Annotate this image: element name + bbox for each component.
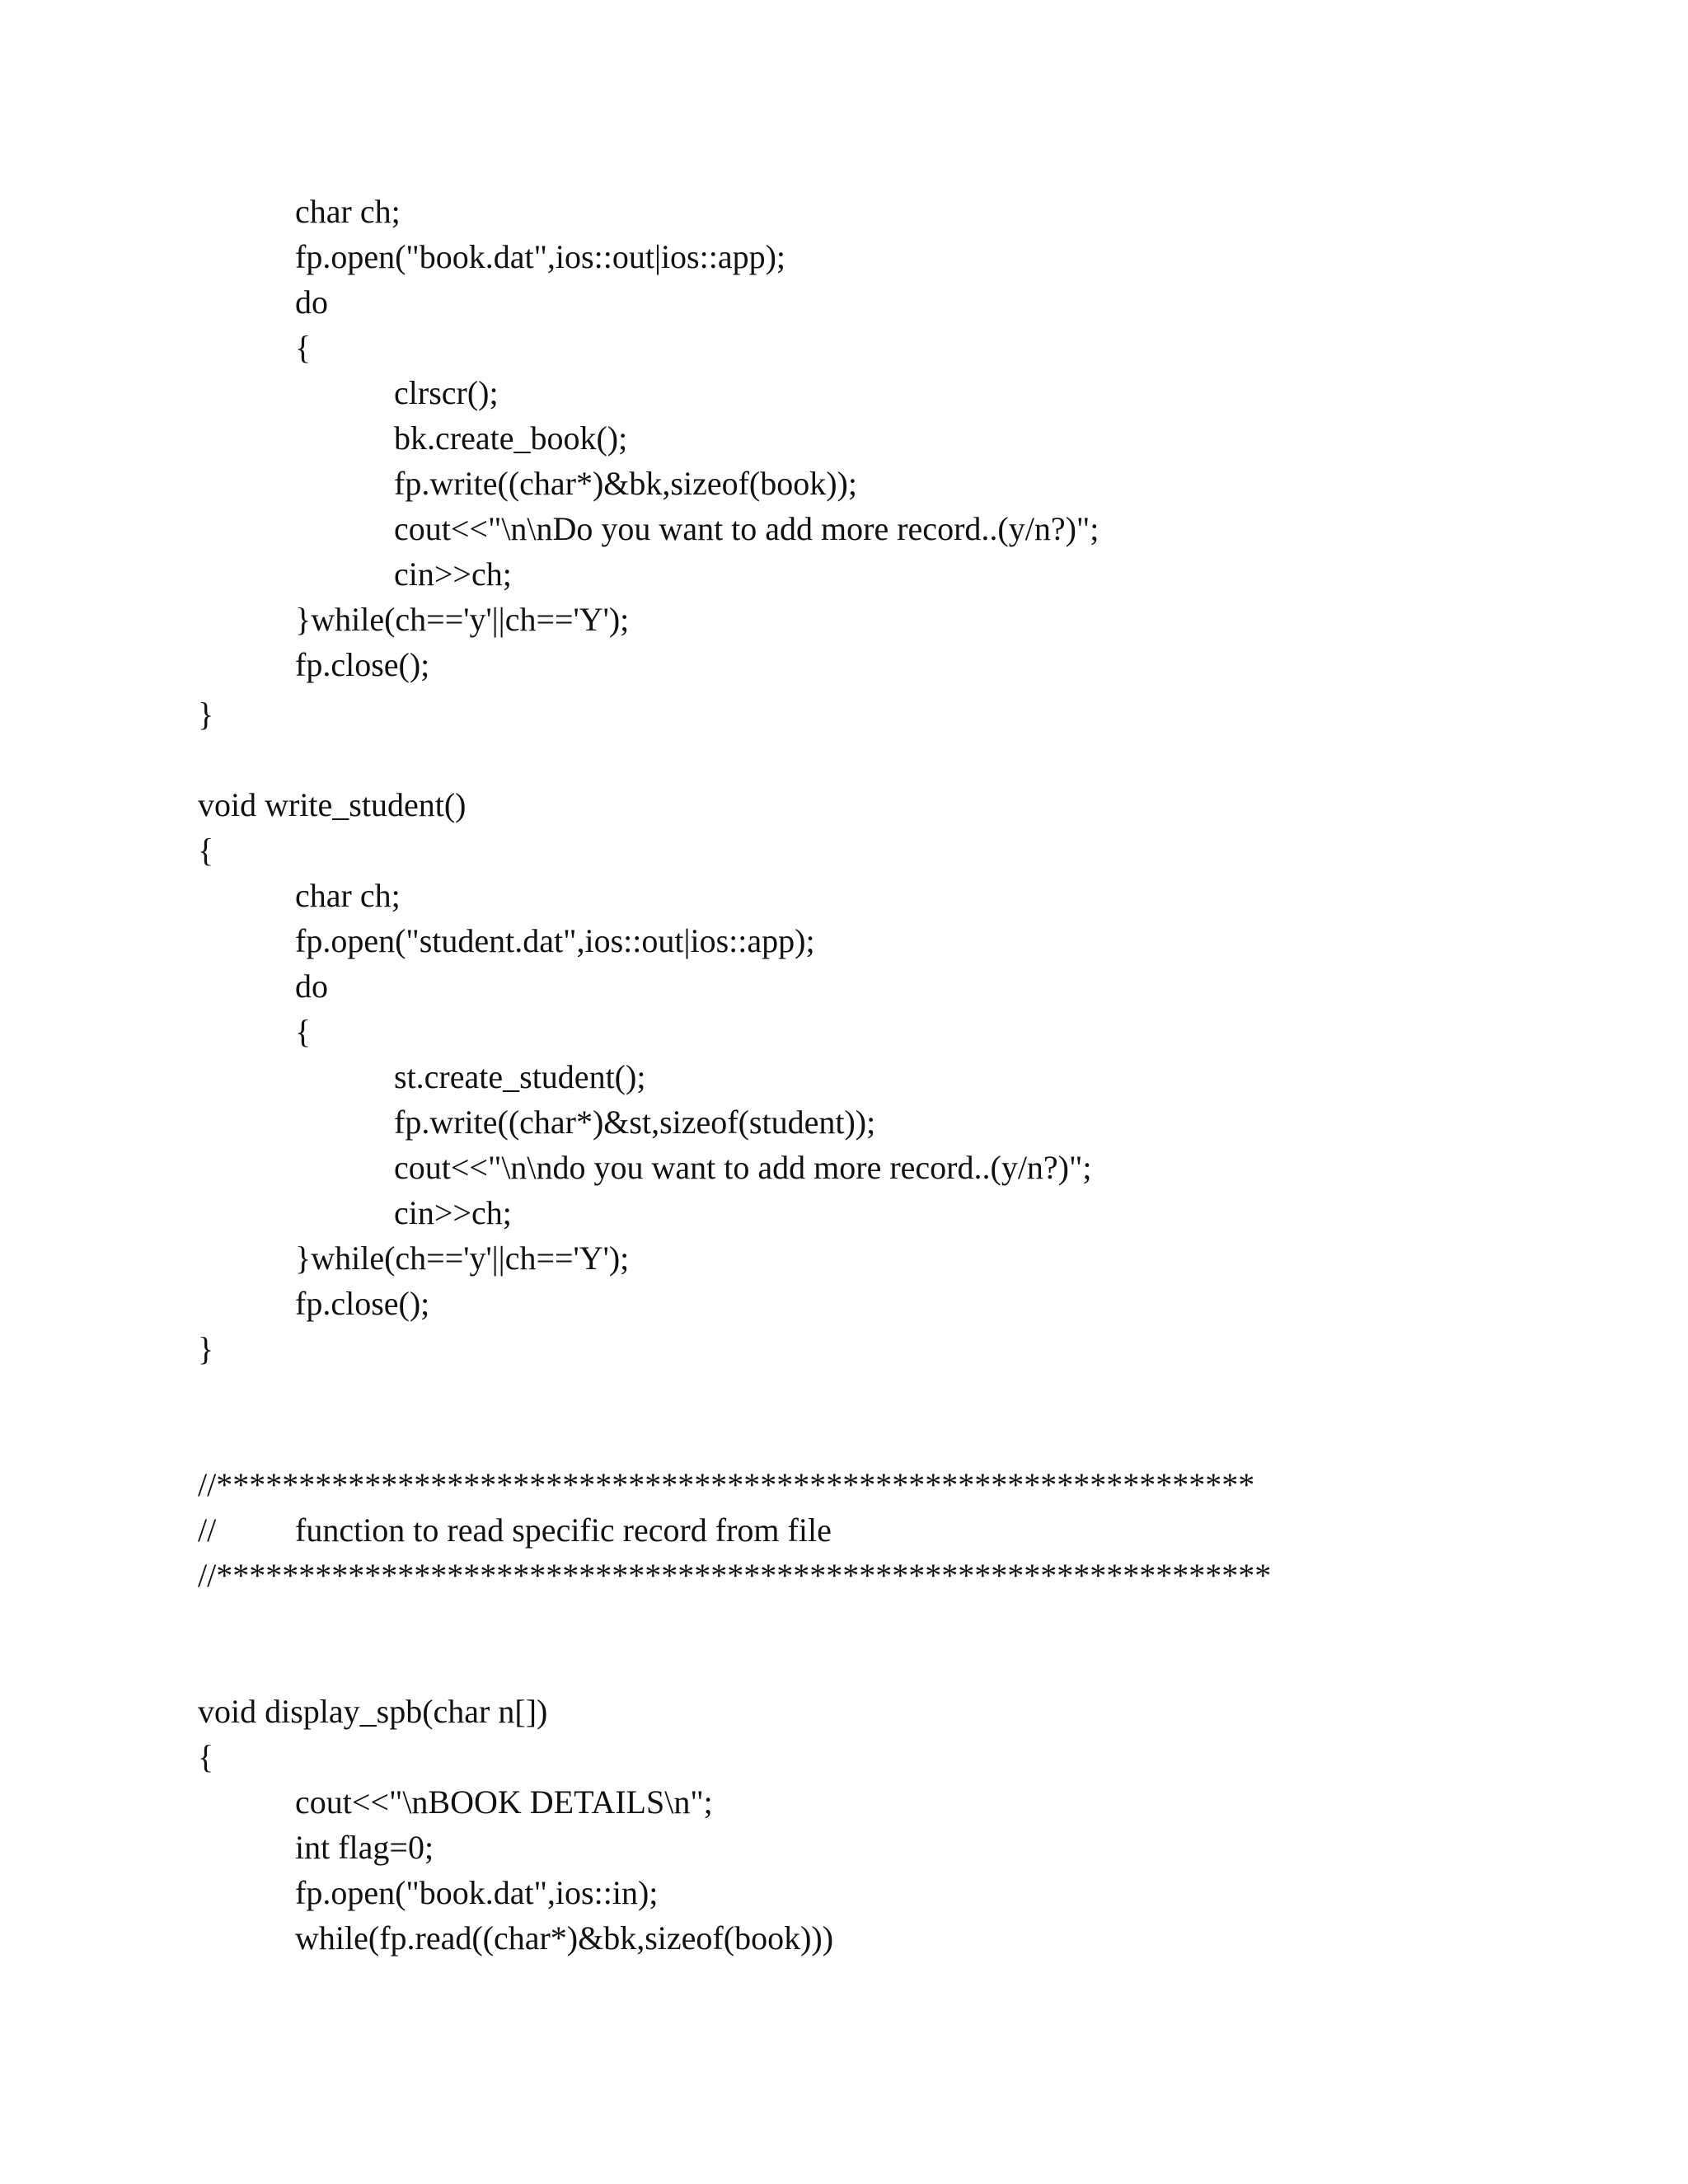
code-line: cout<<"\n\ndo you want to add more record..(y/n?)"; [394, 1149, 1092, 1186]
comment-rule-bottom: //**************************************************************** [198, 1557, 1272, 1594]
code-line: void write_student() [198, 786, 467, 823]
comment-slashes: // [198, 1511, 217, 1549]
code-line: fp.write((char*)&st,sizeof(student)); [394, 1104, 876, 1141]
code-line: void display_spb(char n[]) [198, 1693, 548, 1730]
code-line: }while(ch=='y'||ch=='Y'); [295, 601, 630, 638]
code-line: cin>>ch; [394, 1194, 512, 1231]
code-line: { [295, 329, 312, 366]
code-line: fp.write((char*)&bk,sizeof(book)); [394, 465, 857, 502]
code-line: fp.open("student.dat",ios::out|ios::app); [295, 922, 815, 959]
code-line: cout<<"\n\nDo you want to add more record..(y/n?)"; [394, 510, 1100, 547]
code-line: } [198, 696, 214, 733]
code-line: st.create_student(); [394, 1058, 646, 1095]
code-line: do [295, 284, 328, 321]
comment-text: function to read specific record from file [295, 1511, 832, 1549]
code-line: fp.close(); [295, 646, 430, 683]
code-line: int flag=0; [295, 1829, 434, 1866]
code-line: cout<<"\nBOOK DETAILS\n"; [295, 1783, 713, 1821]
code-line: }while(ch=='y'||ch=='Y'); [295, 1240, 630, 1277]
code-line: bk.create_book(); [394, 419, 628, 457]
code-line: fp.close(); [295, 1285, 430, 1322]
code-line: while(fp.read((char*)&bk,sizeof(book))) [295, 1919, 834, 1957]
code-line: { [198, 832, 214, 869]
comment-rule-top: //*************************************************************** [198, 1466, 1255, 1503]
code-line: clrscr(); [394, 374, 499, 411]
code-line: fp.open("book.dat",ios::in); [295, 1874, 659, 1911]
code-line: do [295, 968, 328, 1005]
code-line: { [198, 1738, 214, 1775]
code-line: } [198, 1330, 214, 1367]
code-line: fp.open("book.dat",ios::out|ios::app); [295, 238, 786, 275]
code-line: cin>>ch; [394, 555, 512, 593]
code-line: { [295, 1013, 312, 1050]
code-line: char ch; [295, 193, 401, 230]
code-line: char ch; [295, 877, 401, 914]
